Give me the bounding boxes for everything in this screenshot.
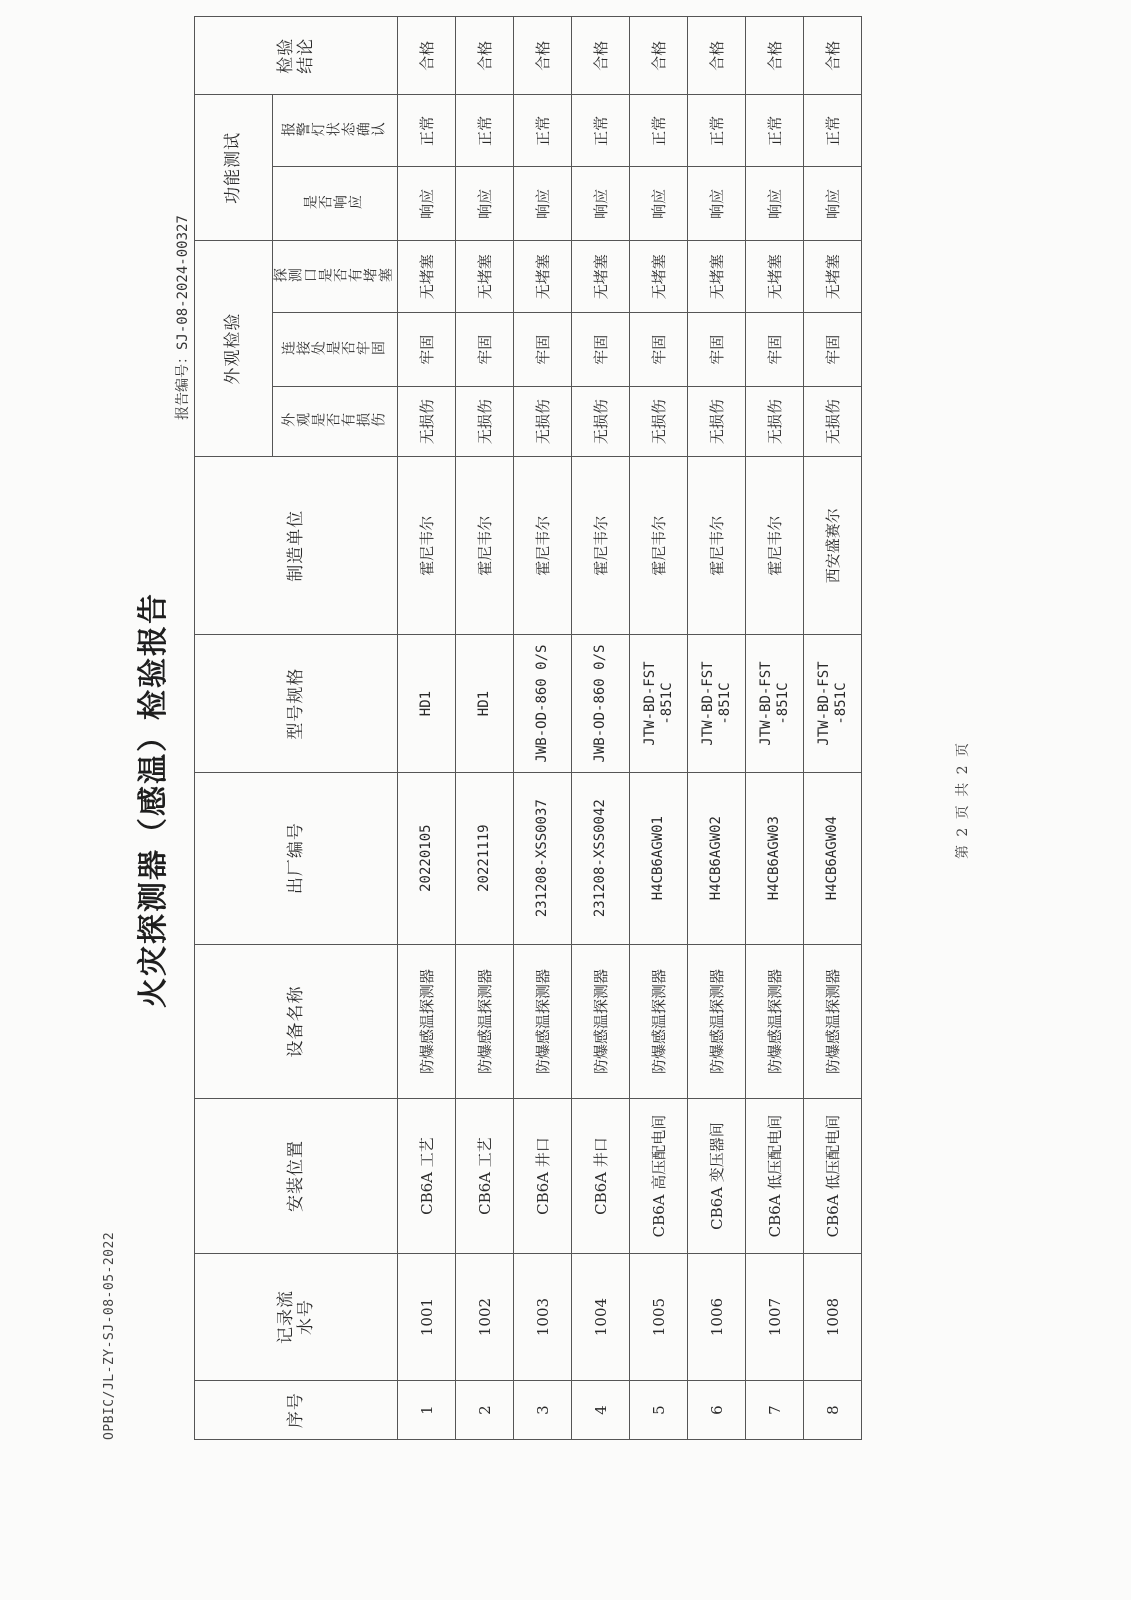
- cell-manufacturer: 霍尼韦尔: [398, 456, 456, 635]
- cell-seq: 3: [514, 1381, 572, 1440]
- cell-app-damage: 无损伤: [514, 387, 572, 457]
- cell-fn-alarm: 正常: [456, 95, 514, 167]
- header-manufacturer: 制造单位: [195, 456, 398, 635]
- cell-model: HD1: [456, 635, 514, 772]
- cell-fn-response: 响应: [398, 167, 456, 241]
- cell-conclusion: 合格: [456, 17, 514, 95]
- cell-fn-alarm: 正常: [804, 95, 862, 167]
- cell-app-blockage: 无堵塞: [572, 241, 630, 313]
- cell-seq: 8: [804, 1381, 862, 1440]
- cell-app-connection: 牢固: [572, 313, 630, 387]
- header-seq: 序号: [195, 1381, 398, 1440]
- cell-app-blockage: 无堵塞: [804, 241, 862, 313]
- cell-serial: 20220105: [398, 772, 456, 944]
- cell-fn-response: 响应: [456, 167, 514, 241]
- cell-location: CB6A 井口: [572, 1099, 630, 1254]
- cell-manufacturer: 霍尼韦尔: [456, 456, 514, 635]
- cell-serial: H4CB6AGW03: [746, 772, 804, 944]
- cell-record-no: 1005: [630, 1253, 688, 1380]
- cell-device-name: 防爆感温探测器: [804, 944, 862, 1099]
- cell-fn-alarm: 正常: [398, 95, 456, 167]
- cell-fn-alarm: 正常: [630, 95, 688, 167]
- cell-fn-response: 响应: [514, 167, 572, 241]
- cell-serial: H4CB6AGW01: [630, 772, 688, 944]
- header-record-no: 记录流水号: [195, 1253, 398, 1380]
- header-app-damage: 外观是否有损伤: [273, 387, 398, 457]
- cell-location: CB6A 高压配电间: [630, 1099, 688, 1254]
- cell-device-name: 防爆感温探测器: [630, 944, 688, 1099]
- cell-seq: 7: [746, 1381, 804, 1440]
- cell-device-name: 防爆感温探测器: [514, 944, 572, 1099]
- cell-seq: 1: [398, 1381, 456, 1440]
- cell-fn-response: 响应: [688, 167, 746, 241]
- table-row: [514, 17, 572, 1440]
- cell-app-damage: 无损伤: [572, 387, 630, 457]
- cell-model: JTW-BD-FST -851C: [688, 635, 746, 772]
- cell-model: JTW-BD-FST -851C: [804, 635, 862, 772]
- header-row-1: [195, 17, 273, 1440]
- cell-record-no: 1008: [804, 1253, 862, 1380]
- cell-fn-alarm: 正常: [514, 95, 572, 167]
- cell-seq: 6: [688, 1381, 746, 1440]
- table-row: [746, 17, 804, 1440]
- cell-fn-response: 响应: [630, 167, 688, 241]
- table-row: [688, 17, 746, 1440]
- cell-conclusion: 合格: [398, 17, 456, 95]
- cell-fn-alarm: 正常: [572, 95, 630, 167]
- cell-app-blockage: 无堵塞: [688, 241, 746, 313]
- cell-app-connection: 牢固: [630, 313, 688, 387]
- header-app-blockage: 探测口是否有堵塞: [273, 241, 398, 313]
- cell-fn-alarm: 正常: [746, 95, 804, 167]
- cell-location: CB6A 低压配电间: [804, 1099, 862, 1254]
- cell-model: JWB-OD-860 0/S: [572, 635, 630, 772]
- cell-device-name: 防爆感温探测器: [572, 944, 630, 1099]
- cell-serial: 231208-XSS0042: [572, 772, 630, 944]
- cell-app-damage: 无损伤: [804, 387, 862, 457]
- cell-serial: H4CB6AGW02: [688, 772, 746, 944]
- header-model: 型号规格: [195, 635, 398, 772]
- cell-serial: 20221119: [456, 772, 514, 944]
- cell-seq: 5: [630, 1381, 688, 1440]
- cell-app-damage: 无损伤: [398, 387, 456, 457]
- cell-record-no: 1003: [514, 1253, 572, 1380]
- cell-app-damage: 无损伤: [746, 387, 804, 457]
- cell-fn-response: 响应: [572, 167, 630, 241]
- header-serial: 出厂编号: [195, 772, 398, 944]
- table-row: [804, 17, 862, 1440]
- cell-location: CB6A 变压器间: [688, 1099, 746, 1254]
- cell-manufacturer: 霍尼韦尔: [746, 456, 804, 635]
- table-row: [456, 17, 514, 1440]
- table-row: [630, 17, 688, 1440]
- cell-record-no: 1007: [746, 1253, 804, 1380]
- header-fn-alarm: 报警灯状态确认: [273, 95, 398, 167]
- cell-fn-response: 响应: [804, 167, 862, 241]
- cell-manufacturer: 西安盛赛尔: [804, 456, 862, 635]
- cell-record-no: 1004: [572, 1253, 630, 1380]
- cell-location: CB6A 工艺: [456, 1099, 514, 1254]
- cell-device-name: 防爆感温探测器: [688, 944, 746, 1099]
- cell-app-connection: 牢固: [746, 313, 804, 387]
- cell-manufacturer: 霍尼韦尔: [514, 456, 572, 635]
- cell-record-no: 1001: [398, 1253, 456, 1380]
- cell-app-connection: 牢固: [456, 313, 514, 387]
- table-row: [398, 17, 456, 1440]
- cell-app-connection: 牢固: [398, 313, 456, 387]
- cell-model: JWB-OD-860 0/S: [514, 635, 572, 772]
- cell-manufacturer: 霍尼韦尔: [688, 456, 746, 635]
- header-location: 安装位置: [195, 1099, 398, 1254]
- cell-device-name: 防爆感温探测器: [746, 944, 804, 1099]
- header-function-group: 功能测试: [195, 95, 273, 241]
- cell-model: JTW-BD-FST -851C: [746, 635, 804, 772]
- cell-app-damage: 无损伤: [456, 387, 514, 457]
- report-title: 火灾探测器（感温）检验报告: [136, 592, 171, 1008]
- cell-conclusion: 合格: [630, 17, 688, 95]
- cell-seq: 4: [572, 1381, 630, 1440]
- header-fn-response: 是否响应: [273, 167, 398, 241]
- cell-app-connection: 牢固: [688, 313, 746, 387]
- cell-manufacturer: 霍尼韦尔: [572, 456, 630, 635]
- cell-model: JTW-BD-FST -851C: [630, 635, 688, 772]
- cell-app-blockage: 无堵塞: [514, 241, 572, 313]
- cell-fn-alarm: 正常: [688, 95, 746, 167]
- cell-record-no: 1002: [456, 1253, 514, 1380]
- cell-app-connection: 牢固: [514, 313, 572, 387]
- cell-conclusion: 合格: [746, 17, 804, 95]
- cell-location: CB6A 工艺: [398, 1099, 456, 1254]
- header-conclusion: 检验结论: [195, 17, 398, 95]
- cell-serial: 231208-XSS0037: [514, 772, 572, 944]
- table-body: [398, 17, 862, 1440]
- cell-serial: H4CB6AGW04: [804, 772, 862, 944]
- cell-app-damage: 无损伤: [630, 387, 688, 457]
- inspection-table: [194, 16, 862, 1440]
- cell-device-name: 防爆感温探测器: [456, 944, 514, 1099]
- header-device-name: 设备名称: [195, 944, 398, 1099]
- cell-fn-response: 响应: [746, 167, 804, 241]
- cell-app-blockage: 无堵塞: [456, 241, 514, 313]
- header-app-connection: 连接处是否牢固: [273, 313, 398, 387]
- cell-location: CB6A 井口: [514, 1099, 572, 1254]
- cell-app-blockage: 无堵塞: [746, 241, 804, 313]
- header-appearance-group: 外观检验: [195, 241, 273, 457]
- cell-location: CB6A 低压配电间: [746, 1099, 804, 1254]
- cell-app-damage: 无损伤: [688, 387, 746, 457]
- cell-conclusion: 合格: [804, 17, 862, 95]
- cell-conclusion: 合格: [688, 17, 746, 95]
- cell-app-blockage: 无堵塞: [398, 241, 456, 313]
- cell-conclusion: 合格: [514, 17, 572, 95]
- cell-conclusion: 合格: [572, 17, 630, 95]
- page-footer: 第 2 页 共 2 页: [955, 740, 971, 860]
- cell-model: HD1: [398, 635, 456, 772]
- cell-record-no: 1006: [688, 1253, 746, 1380]
- cell-app-connection: 牢固: [804, 313, 862, 387]
- table-row: [572, 17, 630, 1440]
- cell-seq: 2: [456, 1381, 514, 1440]
- report-number: 报告编号：SJ-08-2024-00327: [175, 215, 191, 420]
- cell-device-name: 防爆感温探测器: [398, 944, 456, 1099]
- form-code: OPBIC/JL-ZY-SJ-08-05-2022: [102, 1231, 117, 1440]
- cell-manufacturer: 霍尼韦尔: [630, 456, 688, 635]
- cell-app-blockage: 无堵塞: [630, 241, 688, 313]
